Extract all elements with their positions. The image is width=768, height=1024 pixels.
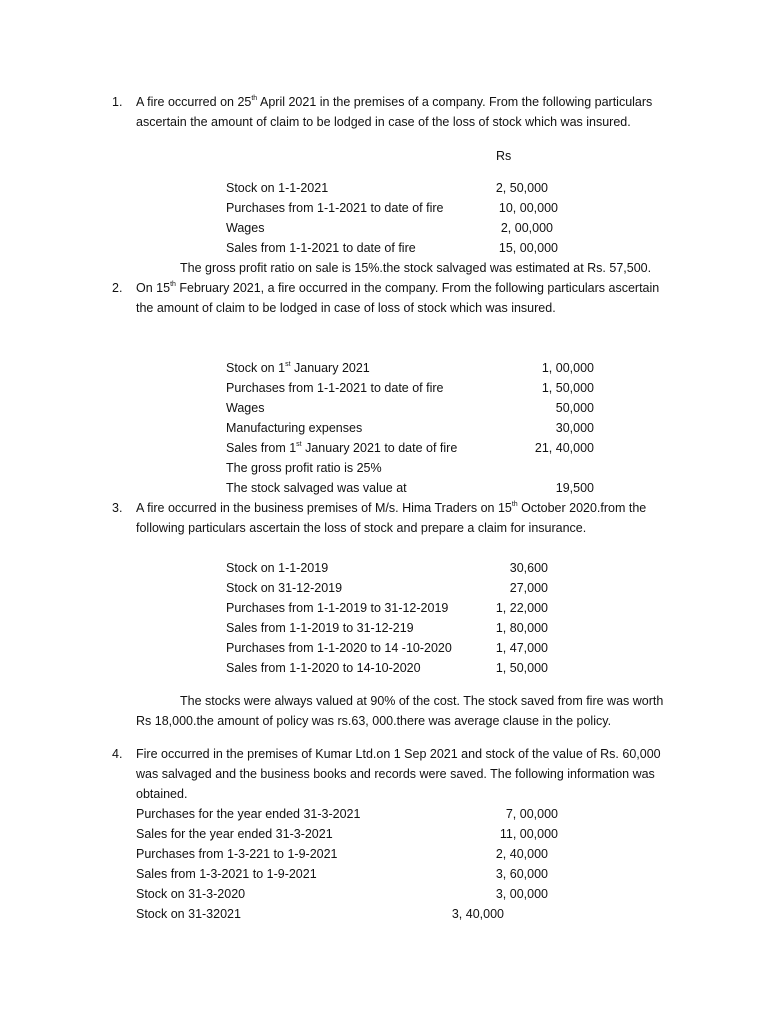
q3-line1: A fire occurred in the business premises of M/s. Hima Traders on 15th October 2020.from the: [136, 501, 647, 515]
q1-currency-header: Rs: [496, 149, 512, 163]
q1-row-label: Sales from 1-1-2021 to date of fire: [226, 241, 416, 255]
q3-row-label: Purchases from 1-1-2020 to 14 -10-2020: [226, 641, 452, 655]
q3-row-label: Sales from 1-1-2020 to 14-10-2020: [226, 661, 421, 675]
q3-row-value: 1, 50,000: [495, 661, 548, 675]
q3-row-value: 1, 47,000: [495, 641, 548, 655]
q1-row-label: Stock on 1-1-2021: [226, 181, 329, 195]
q2-row-label: Manufacturing expenses: [226, 421, 363, 435]
q2-line1: On 15th February 2021, a fire occurred in the company. From the following particulars ascertain: [136, 281, 660, 295]
q3-row-value: 1, 80,000: [495, 621, 548, 635]
q4-row-label: Sales from 1-3-2021 to 1-9-2021: [136, 867, 317, 881]
q4-row-value: 11, 00,000: [499, 827, 558, 841]
q1-row-value: 2, 00,000: [500, 221, 553, 235]
q3-row-value: 1, 22,000: [495, 601, 548, 615]
q3-row-value: 30,600: [509, 561, 548, 575]
q2-line2: the amount of claim to be lodged in case of loss of stock which was insured.: [136, 301, 556, 315]
q2-row-value: 19,500: [555, 481, 594, 495]
q3-row-value: 27,000: [509, 581, 548, 595]
q2-row-label: The gross profit ratio is 25%: [226, 461, 382, 475]
q3-note-line2: Rs 18,000.the amount of policy was rs.63, 000.there was average clause in the policy.: [136, 714, 612, 728]
q1-line1: A fire occurred on 25th April 2021 in the premises of a company. From the following particulars: [136, 95, 653, 109]
q1-row-label: Wages: [226, 221, 265, 235]
q3-row-label: Stock on 31-12-2019: [226, 581, 343, 595]
q3-row-label: Stock on 1-1-2019: [226, 561, 329, 575]
q4-row-label: Purchases from 1-3-221 to 1-9-2021: [136, 847, 338, 861]
q4-row-value: 3, 40,000: [451, 907, 504, 921]
q2-row-value: 30,000: [555, 421, 594, 435]
q2-row-label: Purchases from 1-1-2021 to date of fire: [226, 381, 444, 395]
q2-row-label: Wages: [226, 401, 265, 415]
q2-row-label: The stock salvaged was value at: [226, 481, 407, 495]
q3-row-label: Purchases from 1-1-2019 to 31-12-2019: [226, 601, 449, 615]
q2-row-value: 1, 00,000: [541, 361, 594, 375]
q2-number: 2.: [112, 281, 123, 295]
q3-number: 3.: [112, 501, 123, 515]
q4-row-label: Purchases for the year ended 31-3-2021: [136, 807, 361, 821]
q4-row-label: Stock on 31-3-2020: [136, 887, 246, 901]
q4-row-value: 2, 40,000: [495, 847, 548, 861]
q2-row-label: Stock on 1st January 2021: [226, 361, 370, 375]
q4-row-label: Stock on 31-32021: [136, 907, 241, 921]
q1-line2: ascertain the amount of claim to be lodged in case of the loss of stock which was insured.: [136, 115, 631, 129]
q1-row-value: 2, 50,000: [495, 181, 548, 195]
q2-row-value: 50,000: [555, 401, 594, 415]
q4-number: 4.: [112, 747, 123, 761]
q1-number: 1.: [112, 95, 123, 109]
q1-row-value: 15, 00,000: [498, 241, 558, 255]
q4-line3: obtained.: [136, 787, 188, 801]
q4-line1: Fire occurred in the premises of Kumar Ltd.on 1 Sep 2021 and stock of the value of Rs. 60,000: [136, 747, 661, 761]
q2-row-value: 1, 50,000: [541, 381, 594, 395]
q4-row-value: 3, 60,000: [495, 867, 548, 881]
q4-row-label: Sales for the year ended 31-3-2021: [136, 827, 333, 841]
q3-row-label: Sales from 1-1-2019 to 31-12-219: [226, 621, 414, 635]
q4-line2: was salvaged and the business books and records were saved. The following information was: [136, 767, 655, 781]
q3-note-line1: The stocks were always valued at 90% of the cost. The stock saved from fire was worth: [180, 694, 664, 708]
q1-row-label: Purchases from 1-1-2021 to date of fire: [226, 201, 444, 215]
q3-line2: following particulars ascertain the loss of stock and prepare a claim for insurance.: [136, 521, 587, 535]
q4-row-value: 3, 00,000: [495, 887, 548, 901]
q2-row-label: Sales from 1st January 2021 to date of fire: [226, 441, 458, 455]
q2-row-value: 21, 40,000: [534, 441, 594, 455]
q1-note: The gross profit ratio on sale is 15%.the stock salvaged was estimated at Rs. 57,500.: [180, 261, 652, 275]
q1-row-value: 10, 00,000: [498, 201, 558, 215]
q4-row-value: 7, 00,000: [505, 807, 558, 821]
